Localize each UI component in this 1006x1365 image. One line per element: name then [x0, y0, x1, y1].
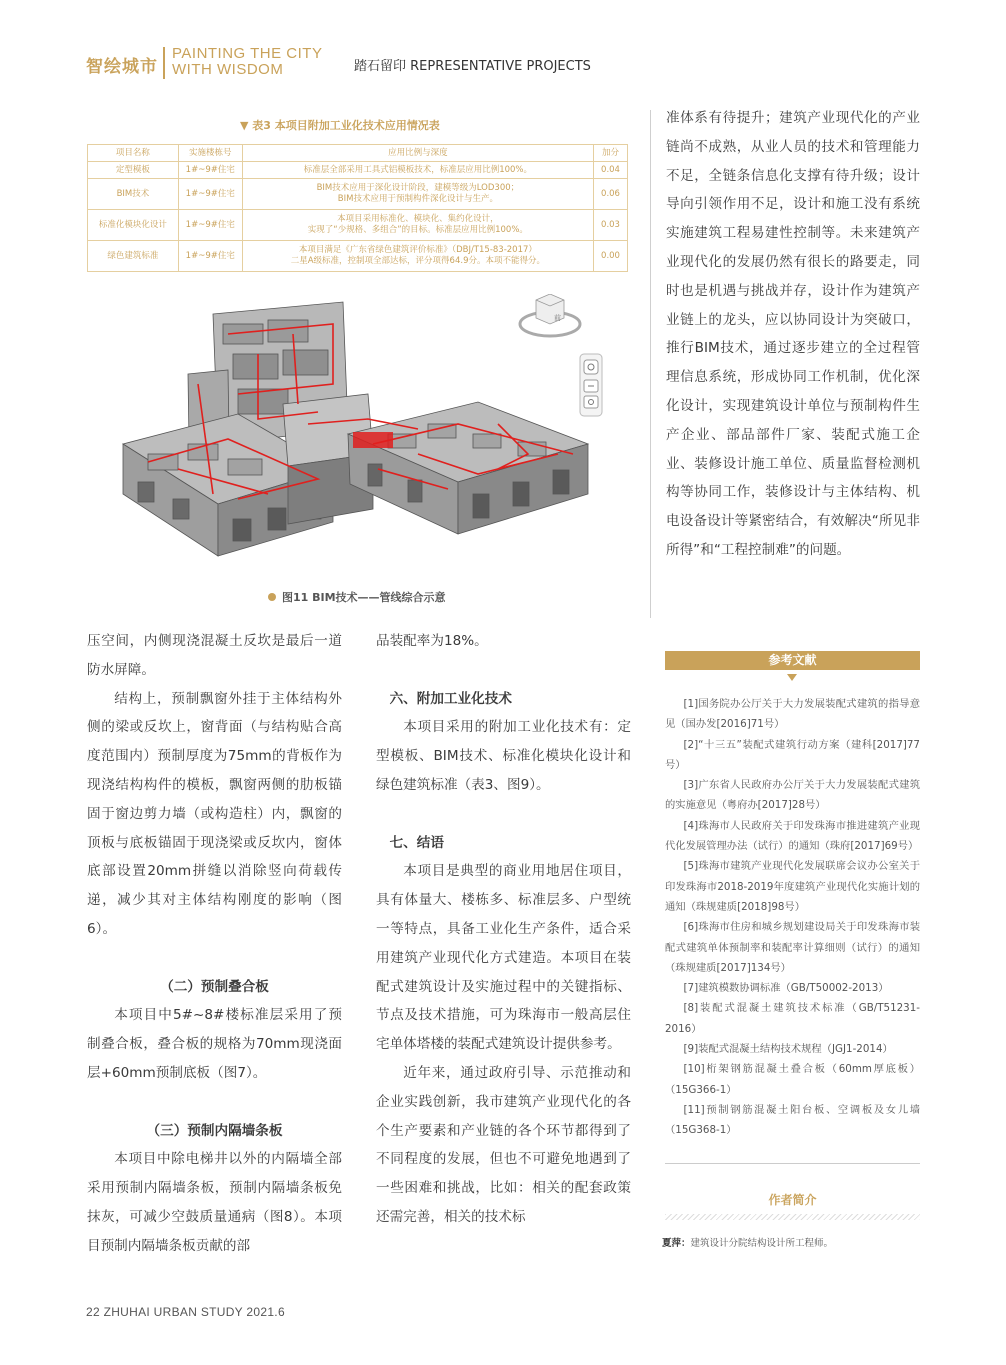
reference-item: [6]珠海市住房和城乡规划建设局关于印发珠海市装配式建筑单体预制率和装配率计算细则（试行）的通知（珠规建质[2017]134号）	[665, 921, 920, 974]
desc-line: 二星A级标准，控制项全部达标，评分项得64.9分。本项不能得分。	[290, 256, 545, 266]
column-divider	[650, 110, 651, 618]
figure-caption-text: 图11 BIM技术——管线综合示意	[282, 591, 446, 604]
brand-en-line2: WITH WISDOM	[172, 61, 284, 78]
cell-desc	[242, 179, 593, 210]
down-arrow-icon	[787, 674, 797, 681]
table-caption: ▼ 表3 本项目附加工业化技术应用情况表	[240, 119, 440, 132]
subheading: （三）预制内隔墙条板	[146, 1122, 283, 1139]
table-row	[88, 162, 628, 179]
author-title: 作者简介	[768, 1193, 817, 1207]
desc-line: 本项目采用标准化、模块化、集约化设计，	[337, 214, 499, 224]
cell-buildings: 1#~9#住宅	[178, 241, 242, 272]
reference-item: [2]“十三五”装配式建筑行动方案（建科[2017]77号）	[665, 738, 920, 771]
cell-name: 绿色建筑标准	[88, 241, 179, 272]
paragraph: 本项目中除电梯井以外的内隔墙全部采用预制内隔墙条板，预制内隔墙条板免抹灰，可减少空鼓质量通病（图8）。本项目预制内隔墙条板贡献的部	[87, 1151, 342, 1254]
hatch-divider	[665, 1214, 920, 1220]
references-list	[665, 694, 920, 1141]
paragraph: 结构上，预制飘窗外挂于主体结构外侧的梁或反坎上，窗背面（与结构贴合高度范围内）预制厚度为75mm的背板作为现浇结构构件的模板，飘窗两侧的肋板锚固于窗边剪力墙（或构造柱）内，飘窗的顶板与底板锚固于现浇梁或反坎内，窗体底部设置20mm拼缝以消除竖向荷载传递，减少其对主体结构刚度的影响（图6）。	[87, 690, 342, 937]
subheading: （二）预制叠合板	[160, 978, 269, 995]
cell-desc	[242, 162, 593, 179]
nav-bar[interactable]	[580, 354, 602, 416]
paragraph: 本项目中5#~8#楼标准层采用了预制叠合板，叠合板的规格为70mm现浇面层+60mm预制底板（图7）。	[87, 1007, 342, 1081]
figure-caption	[268, 589, 446, 605]
pipeline-highlight	[353, 432, 393, 448]
steering-wheel-icon[interactable]	[584, 360, 598, 374]
tech-table	[87, 144, 628, 272]
reference-item: [3]广东省人民政府办公厅关于大力发展装配式建筑的实施意见（粤府办[2017]28号）	[665, 779, 920, 812]
table-header-row	[88, 145, 628, 162]
cell-name: 定型模板	[88, 162, 179, 179]
author-name: 夏萍：	[662, 1238, 691, 1249]
cell-desc	[242, 241, 593, 272]
cell-buildings: 1#~9#住宅	[178, 162, 242, 179]
cell-desc	[242, 210, 593, 241]
cell-score: 0.03	[594, 210, 628, 241]
references-title: 参考文献	[665, 651, 920, 670]
brand-cn: 智绘城市	[86, 57, 158, 77]
cell-buildings: 1#~9#住宅	[178, 210, 242, 241]
page-footer: 22 ZHUHAI URBAN STUDY 2021.6	[86, 1305, 285, 1319]
caption-dot-icon	[268, 593, 276, 601]
brand-en	[172, 46, 322, 78]
paragraph: 压空间，内侧现浇混凝土反坎是最后一道防水屏障。	[87, 633, 342, 678]
paragraph: 准体系有待提升；建筑产业现代化的产业链尚不成熟，从业人员的技术和管理能力不足，全链条信息化支撑有待升级；设计导向引领作用不足，设计和施工没有系统实施建筑工程易建性控制等。未来建筑产业现代化的发展仍然有很长的路要走，同时也是机遇与挑战并存，设计作为建筑产业链上的龙头，应以协同设计为突破口，推行BIM技术，通过逐步建立的全过程管理信息系统，形成协同工作机制，优化深化设计，实现建筑设计单位与预制构件生产企业、部品部件厂家、装配式施工企业、装修设计施工单位、质量监督检测机构等协同工作，装修设计与主体结构、机电设备设计等紧密结合，有效解决“所见非所得”和“工程控制难”的问题。	[666, 110, 920, 558]
table-row	[88, 210, 628, 241]
cell-name: BIM技术	[88, 179, 179, 210]
reference-item: [4]珠海市人民政府关于印发珠海市推进建筑产业现代化发展管理办法（试行）的通知（珠府[2017]69号）	[665, 819, 920, 853]
author-bio	[662, 1235, 833, 1249]
left-column-text	[87, 627, 342, 1261]
divider	[665, 1163, 920, 1164]
view-cube[interactable]	[520, 294, 580, 336]
reference-item: [8]装配式混凝土建筑技术标准（GB/T51231-2016）	[665, 1002, 920, 1035]
paragraph: 近年来，通过政府引导、示范推动和企业实践创新，我市建筑产业现代化的各个生产要素和产业链的各个环节都得到了不同程度的发展，但也不可避免地遇到了一些困难和挑战，比如：相关的配套政策还需完善，相关的技术标	[376, 1064, 631, 1225]
reference-item: [9]装配式混凝土结构技术规程（JGJ1-2014）	[683, 1043, 893, 1056]
author-desc: 建筑设计分院结构设计所工程师。	[690, 1238, 834, 1249]
middle-column-text	[376, 627, 631, 1232]
cell-buildings: 1#~9#住宅	[178, 179, 242, 210]
section-heading: 六、附加工业化技术	[389, 690, 512, 707]
table-row	[88, 241, 628, 272]
th-score: 加分	[594, 145, 628, 162]
right-column-text	[666, 104, 920, 565]
header-divider	[163, 47, 165, 79]
desc-line: BIM技术应用于预制构件深化设计与生产。	[337, 194, 498, 204]
th-buildings: 实施楼栋号	[178, 145, 242, 162]
reference-item: [1]国务院办公厅关于大力发展装配式建筑的指导意见（国办发[2016]71号）	[665, 698, 920, 731]
section-heading: 七、结语	[389, 834, 444, 851]
desc-line: 标准层全部采用工具式铝模板技术，标准层应用比例100%。	[303, 164, 533, 175]
th-desc: 应用比例与深度	[242, 145, 593, 162]
cell-name: 标准化模块化设计	[88, 210, 179, 241]
cell-score: 0.06	[594, 179, 628, 210]
orbit-icon[interactable]	[584, 396, 598, 408]
cell-score: 0.00	[594, 241, 628, 272]
th-name: 项目名称	[88, 145, 179, 162]
section-title: 踏石留印 REPRESENTATIVE PROJECTS	[354, 59, 591, 74]
table-row	[88, 179, 628, 210]
reference-item: [5]珠海市建筑产业现代化发展联席会议办公室关于印发珠海市2018-2019年度建筑产业现代化实施计划的通知（珠规建质[2018]98号）	[665, 860, 920, 913]
paragraph: 本项目是典型的商业用地居住项目，具有体量大、楼栋多、标准层多、户型统一等特点，具备工业化生产条件，适合采用建筑产业现代化方式建造。本项目在装配式建筑设计及实施过程中的关键指标、节点及技术措施，可为珠海市一般高层住宅单体塔楼的装配式建筑设计提供参考。	[376, 863, 631, 1053]
desc-line: 实现了“少规格、多组合”的目标。标准层应用比例100%。	[307, 225, 528, 235]
cell-score: 0.04	[594, 162, 628, 179]
paragraph: 本项目采用的附加工业化技术有：定型模板、BIM技术、标准化模块化设计和绿色建筑标准（表3、图9）。	[376, 719, 631, 793]
desc-line: BIM技术应用于深化设计阶段，建模等级为LOD300；	[316, 183, 520, 193]
bim-model-figure	[118, 294, 618, 580]
reference-item: [10]桁架钢筋混凝土叠合板（60mm厚底板）（15G366-1）	[665, 1063, 920, 1096]
view-cube-label: 前	[554, 314, 561, 322]
paragraph: 品装配率为18%。	[376, 633, 488, 649]
reference-item: [11]预制钢筋混凝土阳台板、空调板及女儿墙（15G368-1）	[665, 1103, 920, 1137]
brand-en-line1: PAINTING THE CITY	[172, 45, 323, 62]
reference-item: [7]建筑模数协调标准（GB/T50002-2013）	[683, 982, 889, 995]
desc-line: 本项目满足《广东省绿色建筑评价标准》（DBJ/T15-83-2017）	[298, 245, 537, 255]
